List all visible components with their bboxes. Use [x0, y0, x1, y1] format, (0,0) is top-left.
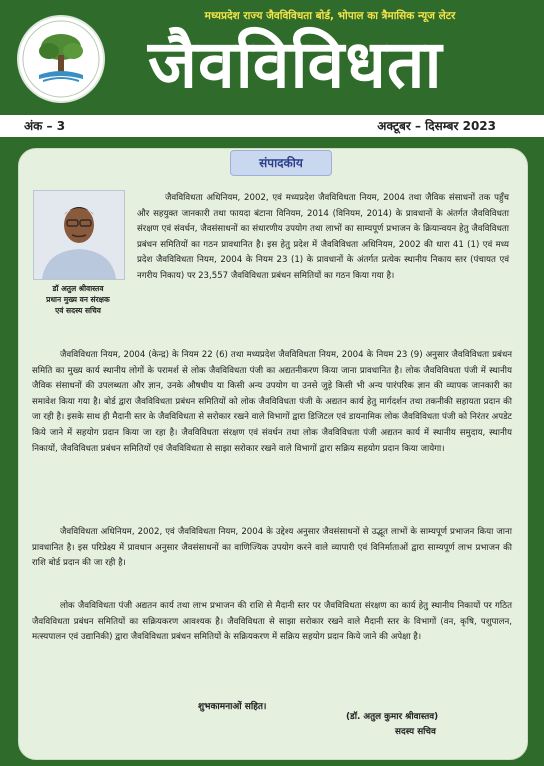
person-portrait-icon — [34, 191, 124, 279]
author-photo — [33, 190, 125, 280]
issue-bar — [0, 113, 544, 139]
editorial-paragraph: जैवविविधता अधिनियम, 2002, एवं जैवविविधता नियम, 2004 के उद्देश्य अनुसार जैवसंसाधनों से उद्भूत लाभों के साम्यपूर्ण प्रभाजन किया जाना प्रावधानित है। इस परिप्रेक्ष्य में प्रावधान अनुसार जैवसंसाधनों का वाणिज्यिक उपयोग करने वाले व्यापारी एवं विनिर्माताओं द्वारा साम्यपूर्ण लाभ प्रभाजन की राशि बोर्ड प्रदान की जा रही है। — [32, 527, 513, 569]
author-role: एवं सदस्य सचिव — [55, 306, 101, 315]
photo-caption — [28, 283, 128, 316]
editorial-paragraph: जैवविविधता नियम, 2004 (केन्द्र) के नियम 22 (6) तथा मध्यप्रदेश जैवविविधता नियम, 2004 के नियम 23 (9) अनुसार जैवविविधता प्रबंधन समिति का मुख्य कार्य स्थानीय लोगों के परामर्श से लोक जैवविविधता पंजी का अद्यतनीकरण किया जाना प्रावधानित है। लोक जैवविविधता पंजी में स्थानीय जैविक संसाधनों की उपलब्धता और ज्ञान, उनके औषधीय या किसी अन्य उपयोग या उनसे जुड़े किसी भी अन्य पारंपरिक ज्ञान की व्यापक जानकारी का समावेश किया गया है। बोर्ड द्वारा जैवविविधता प्रबंधन समितियों को लोक जैवविविधता पंजी के अद्यतन कार्य हेतु मार्गदर्शन तथा तकनीकी सहायता प्रदान की जा रही है। इसके साथ ही मैदानी स्तर के जैवविविधता से सरोकार रखने वाले विभागों द्वारा डिजिटल एवं डायनामिक लोक जैवविविधता पंजी को निरंतर अपडेट किये जाने में सहयोग प्रदान किया जा रहा है। जैवविविधता संरक्षण एवं संवर्धन तथा लोक जैवविविधता पंजी अद्यतन कार्य में स्थानीय समुदाय, स्थानीय निकायों, जैवविविधता प्रबंधन समितियों एवं जैवविविधता से साझा सरोकार रखने वाले विभागों द्वारा सक्रिय सहयोग प्रदान किया जायेगा। — [32, 350, 512, 454]
editorial-tab-label: संपादकीय — [230, 150, 332, 176]
masthead-title: जैवविविधता — [148, 26, 443, 103]
tree-logo-icon — [19, 17, 103, 101]
author-name: डॉ अतुल श्रीवास्तव — [52, 284, 104, 293]
signature-name: (डॉ. अतुल कुमार श्रीवास्तव) — [346, 712, 439, 722]
author-designation: प्रधान मुख्य वन संरक्षक — [46, 295, 110, 304]
signature-title: सदस्य सचिव — [395, 727, 436, 737]
editorial-paragraph: लोक जैवविविधता पंजी अद्यतन कार्य तथा लाभ प्रभाजन की राशि से मैदानी स्तर पर जैवविविधता संरक्षण का कार्य हेतु स्थानीय निकायों पर गठित जैवविविधता प्रबंधन समितियों का सक्रियकरण आवश्यक है। जैवविविधता से साझा सरोकार रखने वाले मैदानी स्तर के विभागों (वन, कृषि, पशुपालन, मत्स्यपालन एवं उद्यानिकी) द्वारा जैवविविधता प्रबंधन समितियों के सक्रियकरण में सक्रिय सहयोग प्रदान किये जाने की अपेक्षा है। — [32, 601, 512, 643]
issue-number: अंक – 3 — [24, 119, 66, 133]
editorial-paragraph: जैवविविधता अधिनियम, 2002, एवं मध्यप्रदेश जैवविविधता नियम, 2004 तथा जैविक संसाधनों तक पहुँच और सहयुक्त जानकारी तथा फायदा बंटाना विनियम, 2014 (विनियम, 2014) के प्रावधानों के अंतर्गत जैवविविधता संरक्षण एवं संवर्धन, जैवसंसाधनों का संधारणीय उपयोग तथा लाभों का साम्यपूर्ण प्रभाजन के क्रियान्वयन हेतु जैवविविधता प्रबंधन समितियों का गठन प्रावधानित है। इस हेतु प्रदेश में जैवविविधता अधिनियम, 2002 की धारा 41 (1) एवं मध्य प्रदेश जैवविविधता नियम, 2004 के नियम 23 (1) के प्रावधानों के अंतर्गत प्रत्येक स्थानीय निकाय स्तर (पंचायत एवं नगरीय निकाय) पर 23,557 जैवविविधता प्रबंधन समितियों का गठन किया गया है। — [137, 193, 509, 281]
closing-greeting: शुभकामनाओं सहित। — [198, 702, 267, 712]
issue-period: अक्टूबर – दिसम्बर 2023 — [377, 119, 496, 133]
newsletter-subtitle: मध्यप्रदेश राज्य जैवविविधता बोर्ड, भोपाल का त्रैमासिक न्यूज लेटर — [204, 10, 456, 22]
board-logo — [17, 15, 105, 103]
